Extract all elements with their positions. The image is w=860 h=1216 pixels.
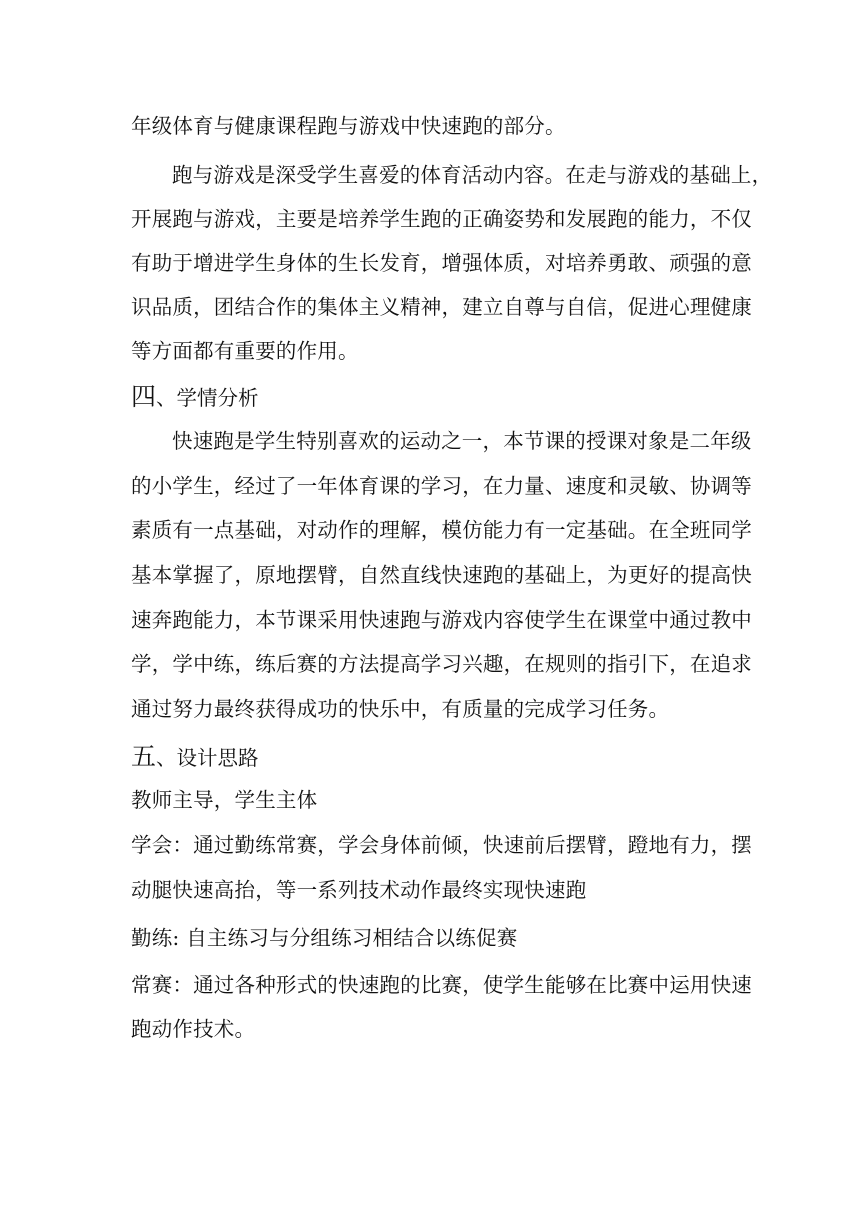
paragraph2-line: 通过努力最终获得成功的快乐中，有质量的完成学习任务。	[131, 697, 670, 721]
design-line: 动腿快速高抬，等一系列技术动作最终实现快速跑	[131, 878, 587, 902]
design-line: 跑动作技术。	[131, 1017, 256, 1041]
paragraph2-line: 基本掌握了，原地摆臂，自然直线快速跑的基础上，为更好的提高快	[131, 563, 752, 587]
section-heading-5	[131, 743, 259, 772]
section-number: 四	[131, 382, 157, 411]
design-line: 学会：通过勤练常赛，学会身体前倾，快速前后摆臂，蹬地有力，摆	[131, 833, 752, 857]
section-number: 五	[131, 742, 157, 771]
paragraph2-line: 素质有一点基础，对动作的理解，模仿能力有一定基础。在全班同学	[131, 518, 752, 542]
paragraph1-line: 跑与游戏是深受学生喜爱的体育活动内容。在走与游戏的基础上，	[172, 163, 773, 187]
section-title: 、设计思路	[156, 746, 259, 770]
paragraph2-line: 学，学中练，练后赛的方法提高学习兴趣，在规则的指引下，在追求	[131, 652, 752, 676]
section-heading-4	[131, 383, 259, 412]
design-line: 教师主导，学生主体	[131, 788, 318, 812]
paragraph2-line: 的小学生，经过了一年体育课的学习，在力量、速度和灵敏、协调等	[131, 474, 752, 498]
paragraph1-line: 有助于增进学生身体的生长发育，增强体质，对培养勇敢、顽强的意	[131, 251, 752, 275]
paragraph2-line: 速奔跑能力，本节课采用快速跑与游戏内容使学生在课堂中通过教中	[131, 608, 752, 632]
paragraph1-line: 开展跑与游戏，主要是培养学生跑的正确姿势和发展跑的能力，不仅	[131, 207, 752, 231]
design-line: 勤练: 自主练习与分组练习相结合以练促赛	[131, 926, 518, 950]
paragraph2-line: 快速跑是学生特别喜欢的运动之一，本节课的授课对象是二年级	[172, 429, 752, 453]
paragraph1-line: 等方面都有重要的作用。	[131, 339, 359, 363]
paragraph1-line: 识品质，团结合作的集体主义精神，建立自尊与自信，促进心理健康	[131, 295, 752, 319]
design-line: 常赛：通过各种形式的快速跑的比赛，使学生能够在比赛中运用快速	[131, 973, 752, 997]
section-title: 、学情分析	[156, 386, 259, 410]
intro-tail-line: 年级体育与健康课程跑与游戏中快速跑的部分。	[131, 114, 566, 138]
